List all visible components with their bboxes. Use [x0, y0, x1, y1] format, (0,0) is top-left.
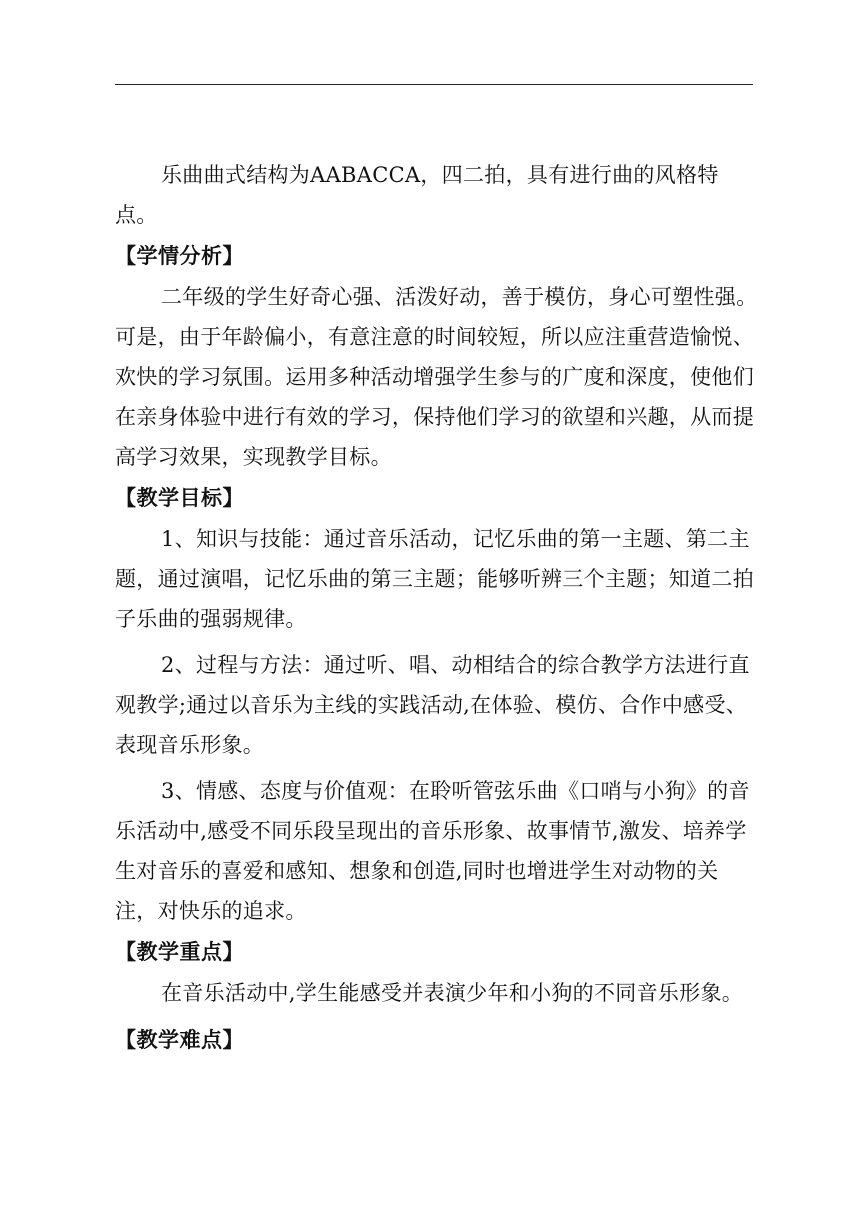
header-rule	[115, 84, 753, 85]
document-body	[115, 155, 760, 1061]
heading-teaching-objectives: 【教学目标】	[115, 486, 244, 510]
heading-learner-analysis: 【学情分析】	[115, 244, 244, 268]
paragraph-objective-knowledge: 1、知识与技能：通过音乐活动，记忆乐曲的第一主题、第二主题，通过演唱，记忆乐曲的第三主题；能够听辨三个主题；知道二拍子乐曲的强弱规律。	[115, 527, 754, 631]
paragraph-objective-process: 2、过程与方法：通过听、唱、动相结合的综合教学方法进行直观教学;通过以音乐为主线的实践活动,在体验、模仿、合作中感受、表现音乐形象。	[115, 653, 750, 757]
paragraph-structure: 乐曲曲式结构为AABACCA，四二拍，具有进行曲的风格特点。	[115, 163, 719, 227]
heading-teaching-difficulty: 【教学难点】	[115, 1028, 244, 1052]
heading-teaching-focus: 【教学重点】	[115, 940, 244, 964]
paragraph-learner-analysis: 二年级的学生好奇心强、活泼好动，善于模仿，身心可塑性强。可是，由于年龄偏小，有意注意的时间较短，所以应注重营造愉悦、欢快的学习氛围。运用多种活动增强学生参与的广度和深度，使他们在亲身体验中进行有效的学习，保持他们学习的欲望和兴趣，从而提高学习效果，实现教学目标。	[115, 285, 758, 469]
paragraph-objective-emotion: 3、情感、态度与价值观：在聆听管弦乐曲《口哨与小狗》的音乐活动中,感受不同乐段呈现出的音乐形象、故事情节,激发、培养学生对音乐的喜爱和感知、想象和创造,同时也增进学生对动物的关注，对快乐的追求。	[115, 779, 750, 923]
paragraph-teaching-focus: 在音乐活动中,学生能感受并表演少年和小狗的不同音乐形象。	[161, 981, 744, 1005]
